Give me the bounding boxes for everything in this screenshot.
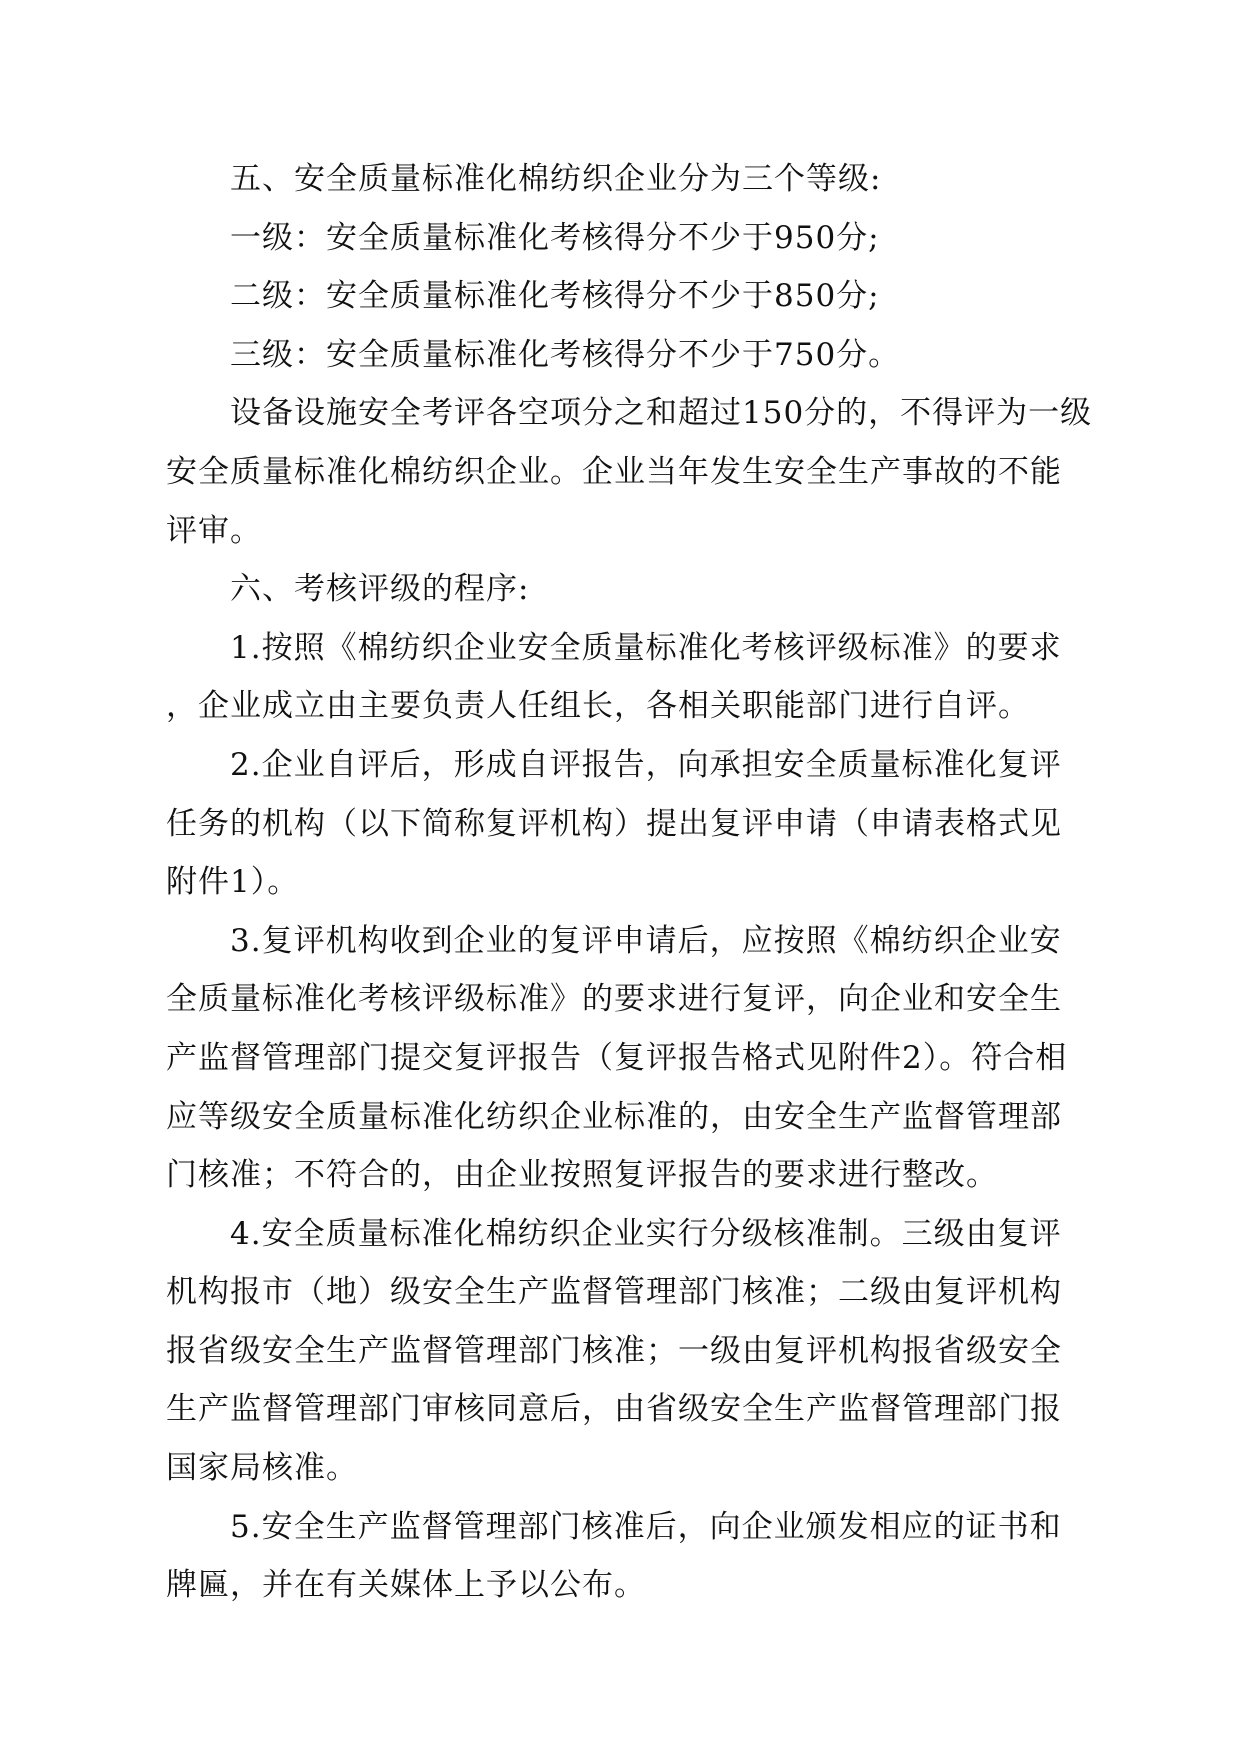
paragraph-p8 [166, 736, 1086, 912]
text-line: 产监督管理部门提交复评报告（复评报告格式见附件2）。符合相 [166, 1039, 1068, 1076]
text-line: 安全质量标准化棉纺织企业。企业当年发生安全生产事故的不能 [166, 453, 1062, 490]
paragraph-p9 [166, 912, 1086, 1205]
text-line: 评审。 [166, 512, 262, 549]
text-line: 机构报市（地）级安全生产监督管理部门核准；二级由复评机构 [166, 1274, 1062, 1311]
text-line: 生产监督管理部门审核同意后，由省级安全生产监督管理部门报 [166, 1391, 1062, 1428]
text-line: 五、安全质量标准化棉纺织企业分为三个等级: [230, 161, 882, 197]
paragraph-p1 [166, 150, 1086, 209]
text-line: 门核准；不符合的，由企业按照复评报告的要求进行整改。 [166, 1157, 998, 1194]
text-line: 三级：安全质量标准化考核得分不少于750分。 [230, 336, 901, 373]
text-line: 附件1）。 [166, 864, 300, 901]
text-line: 5.安全生产监督管理部门核准后，向企业颁发相应的证书和 [230, 1508, 1062, 1545]
text-line: 3.复评机构收到企业的复评申请后，应按照《棉纺织企业安 [230, 922, 1062, 959]
paragraph-p6 [166, 560, 1086, 619]
text-line: ，企业成立由主要负责人任组长，各相关职能部门进行自评。 [166, 688, 1030, 725]
text-line: 全质量标准化考核评级标准》的要求进行复评，向企业和安全生 [166, 981, 1062, 1018]
paragraph-p5 [166, 384, 1093, 560]
text-line: 一级：安全质量标准化考核得分不少于950分; [230, 219, 880, 256]
paragraph-p11 [166, 1498, 1086, 1615]
document-body [166, 150, 1093, 1615]
text-line: 2.企业自评后，形成自评报告，向承担安全质量标准化复评 [230, 746, 1062, 783]
text-line: 任务的机构（以下简称复评机构）提出复评申请（申请表格式见 [166, 805, 1062, 842]
text-line: 应等级安全质量标准化纺织企业标准的，由安全生产监督管理部 [166, 1098, 1062, 1135]
paragraph-p7 [166, 619, 1086, 736]
text-line: 牌匾，并在有关媒体上予以公布。 [166, 1567, 646, 1604]
text-line: 4.安全质量标准化棉纺织企业实行分级核准制。三级由复评 [230, 1215, 1062, 1252]
text-line: 报省级安全生产监督管理部门核准；一级由复评机构报省级安全 [166, 1332, 1062, 1369]
text-line: 国家局核准。 [166, 1450, 358, 1487]
text-line: 设备设施安全考评各空项分之和超过150分的，不得评为一级 [230, 395, 1093, 432]
text-line: 二级：安全质量标准化考核得分不少于850分; [230, 278, 880, 315]
paragraph-p3 [166, 267, 1086, 326]
text-line: 六、考核评级的程序: [230, 571, 530, 608]
paragraph-p2 [166, 209, 1086, 268]
paragraph-p10 [166, 1205, 1086, 1498]
text-line: 1.按照《棉纺织企业安全质量标准化考核评级标准》的要求 [230, 629, 1062, 666]
paragraph-p4 [166, 326, 1086, 385]
